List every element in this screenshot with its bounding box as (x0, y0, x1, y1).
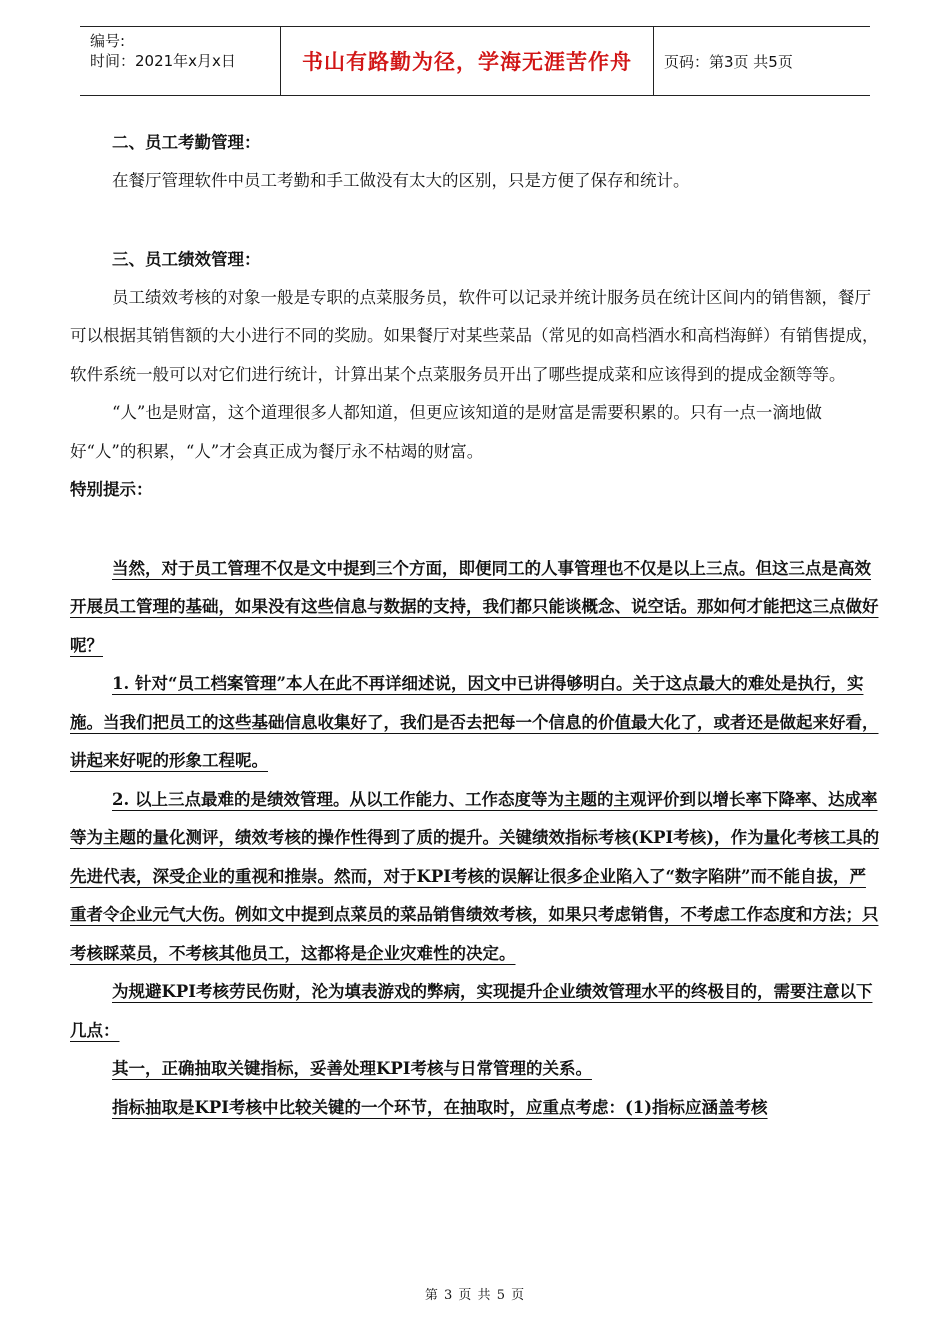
document-time-label: 时间：2021年x月x日 (90, 52, 236, 70)
section-title-performance: 三、员工绩效管理： (112, 249, 261, 269)
paragraph: 其一，正确抽取关键指标，妥善处理KPI考核与日常管理的关系。 (112, 1059, 592, 1078)
header-motto: 书山有路勤为径，学海无涯苦作舟 (281, 27, 654, 95)
paragraph: “人”也是财富，这个道理很多人都知道，但更应该知道的是财富是需要积累的。只有一点一滴地做好“人”的积累，“人”才会真正成为餐厅永不枯竭的财富。 (70, 403, 822, 461)
header-meta-cell (80, 27, 281, 95)
paragraph: 在餐厅管理软件中员工考勤和手工做没有太大的区别，只是方便了保存和统计。 (112, 171, 690, 190)
header-page-label: 页码：第3页 共5页 (664, 52, 793, 71)
paragraph: 1. 针对“员工档案管理”本人在此不再详细述说，因文中已讲得够明白。关于这点最大的难处是执行，实施。当我们把员工的这些基础信息收集好了，我们是否去把每一个信息的价值最大化了，或者还是做起来好看，讲起来好呢的形象工程呢。 (70, 674, 879, 770)
page-footer: 第 3 页 共 5 页 (424, 1288, 526, 1303)
paragraph: 员工绩效考核的对象一般是专职的点菜服务员，软件可以记录并统计服务员在统计区间内的销售额，餐厅可以根据其销售额的大小进行不同的奖励。如果餐厅对某些菜品（常见的如高档酒水和高档海鲜）有销售提成，软件系统一般可以对它们进行统计，计算出某个点菜服务员开出了哪些提成菜和应该得到的提成金额等等。 (70, 287, 879, 384)
paragraph: 2. 以上三点最难的是绩效管理。从以工作能力、工作态度等为主题的主观评价到以增长率下降率、达成率等为主题的量化测评，绩效考核的操作性得到了质的提升。关键绩效指标考核(KPI考核)，作为量化考核工具的先进代表，深受企业的重视和推崇。然而，对于KPI考核的误解让很多企业陷入了“数字陷阱”而不能自拔，严重者令企业元气大伤。例如文中提到点菜员的菜品销售绩效考核，如果只考虑销售，不考虑工作态度和方法；只考核睬菜员，不考核其他员工，这都将是企业灾难性的决定。 (70, 789, 880, 963)
paragraph: 当然，对于员工管理不仅是文中提到三个方面，即便同工的人事管理也不仅是以上三点。但这三点是高效开展员工管理的基础，如果没有这些信息与数据的支持，我们都只能谈概念、说空话。那如何才能把这三点做好呢？ (70, 558, 879, 655)
special-tip-title: 特别提示： (70, 480, 153, 499)
document-body (70, 124, 880, 1127)
section-title-attendance: 二、员工考勤管理： (112, 133, 261, 152)
document-number-label: 编号: (90, 32, 126, 50)
page-header (80, 26, 870, 96)
paragraph: 为规避KPI考核劳民伤财，沦为填表游戏的弊病，实现提升企业绩效管理水平的终极目的，需要注意以下几点： (70, 982, 873, 1040)
paragraph: 指标抽取是KPI考核中比较关键的一个环节，在抽取时，应重点考虑：(1)指标应涵盖考核 (112, 1097, 768, 1117)
